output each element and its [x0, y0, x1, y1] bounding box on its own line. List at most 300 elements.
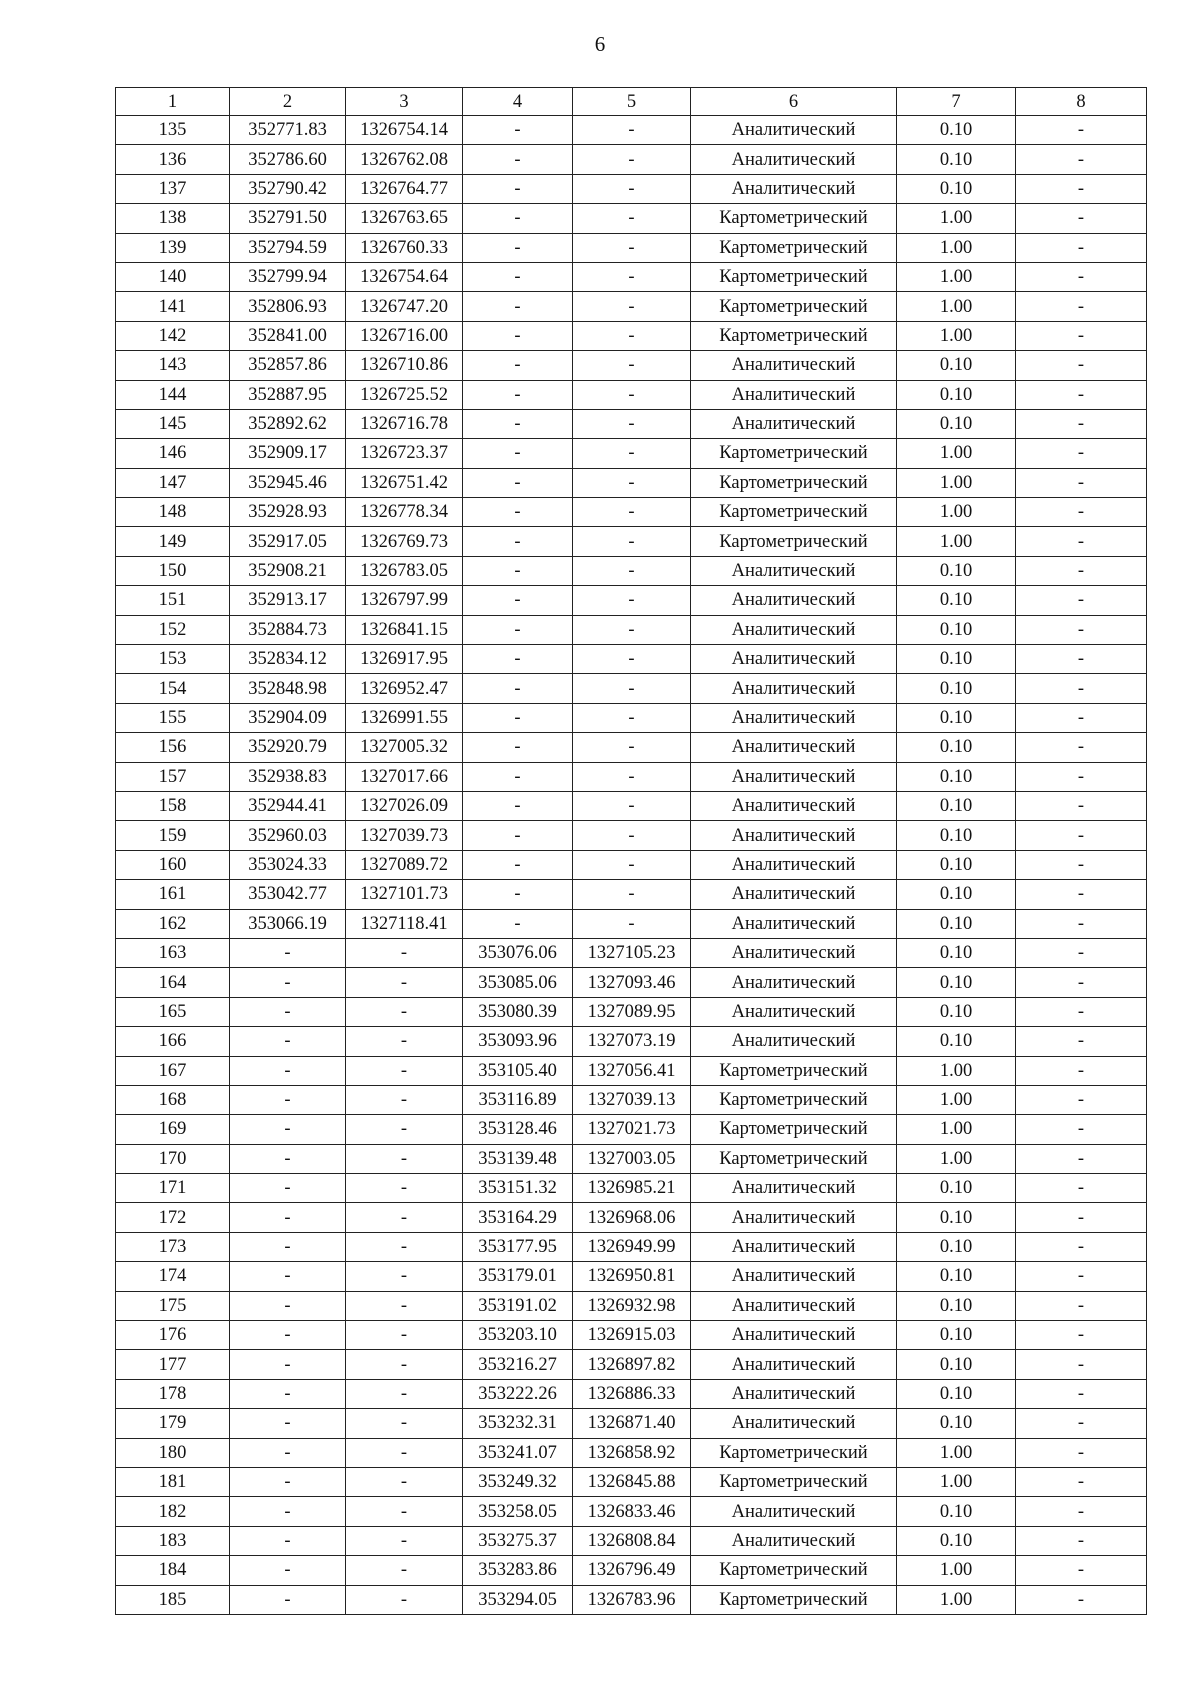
cell-x-existing: -: [230, 1232, 346, 1261]
cell-point-number: 160: [116, 850, 230, 879]
cell-description: -: [1016, 262, 1147, 291]
cell-precision: 1.00: [897, 1085, 1016, 1114]
table-row: [116, 1085, 1147, 1114]
cell-x-new: -: [463, 674, 573, 703]
table-row: [116, 733, 1147, 762]
cell-x-new: 353105.40: [463, 1056, 573, 1085]
cell-y-new: 1326968.06: [573, 1203, 691, 1232]
cell-precision: 1.00: [897, 468, 1016, 497]
cell-y-existing: -: [346, 1350, 463, 1379]
cell-description: -: [1016, 1321, 1147, 1350]
cell-point-number: 167: [116, 1056, 230, 1085]
cell-point-number: 159: [116, 821, 230, 850]
cell-y-existing: -: [346, 1556, 463, 1585]
cell-method: Аналитический: [691, 1526, 897, 1555]
cell-x-new: 353179.01: [463, 1262, 573, 1291]
cell-description: -: [1016, 674, 1147, 703]
cell-y-new: 1327093.46: [573, 968, 691, 997]
cell-y-new: -: [573, 615, 691, 644]
cell-x-new: 353222.26: [463, 1379, 573, 1408]
cell-point-number: 179: [116, 1409, 230, 1438]
cell-description: -: [1016, 1262, 1147, 1291]
cell-point-number: 138: [116, 204, 230, 233]
cell-x-existing: -: [230, 1379, 346, 1408]
cell-x-new: 353294.05: [463, 1585, 573, 1614]
cell-y-new: -: [573, 850, 691, 879]
cell-description: -: [1016, 116, 1147, 145]
cell-y-new: -: [573, 204, 691, 233]
table-row: [116, 409, 1147, 438]
cell-y-new: 1326845.88: [573, 1467, 691, 1496]
cell-x-new: -: [463, 262, 573, 291]
cell-method: Аналитический: [691, 703, 897, 732]
table-row: [116, 703, 1147, 732]
cell-precision: 0.10: [897, 762, 1016, 791]
cell-point-number: 161: [116, 880, 230, 909]
cell-point-number: 178: [116, 1379, 230, 1408]
cell-method: Аналитический: [691, 791, 897, 820]
cell-y-existing: 1326723.37: [346, 439, 463, 468]
cell-x-new: 353080.39: [463, 997, 573, 1026]
cell-x-new: 353258.05: [463, 1497, 573, 1526]
cell-precision: 0.10: [897, 409, 1016, 438]
cell-y-new: -: [573, 733, 691, 762]
cell-point-number: 157: [116, 762, 230, 791]
cell-method: Аналитический: [691, 880, 897, 909]
cell-point-number: 140: [116, 262, 230, 291]
cell-y-existing: 1326778.34: [346, 498, 463, 527]
cell-description: -: [1016, 145, 1147, 174]
cell-point-number: 176: [116, 1321, 230, 1350]
cell-description: -: [1016, 204, 1147, 233]
table-row: [116, 674, 1147, 703]
cell-description: -: [1016, 791, 1147, 820]
cell-precision: 1.00: [897, 233, 1016, 262]
cell-y-new: 1326949.99: [573, 1232, 691, 1261]
cell-y-existing: 1326747.20: [346, 292, 463, 321]
cell-method: Картометрический: [691, 1115, 897, 1144]
cell-y-existing: -: [346, 1174, 463, 1203]
cell-y-new: -: [573, 380, 691, 409]
cell-description: -: [1016, 762, 1147, 791]
cell-x-existing: -: [230, 1556, 346, 1585]
cell-description: -: [1016, 850, 1147, 879]
cell-method: Аналитический: [691, 1379, 897, 1408]
column-header-2: 2: [230, 88, 346, 116]
cell-y-new: -: [573, 468, 691, 497]
cell-method: Аналитический: [691, 615, 897, 644]
table-row: [116, 1467, 1147, 1496]
cell-method: Аналитический: [691, 968, 897, 997]
cell-y-new: 1326833.46: [573, 1497, 691, 1526]
table-row: [116, 1291, 1147, 1320]
cell-method: Аналитический: [691, 1232, 897, 1261]
cell-x-new: 353249.32: [463, 1467, 573, 1496]
cell-x-existing: 352884.73: [230, 615, 346, 644]
cell-x-existing: 352848.98: [230, 674, 346, 703]
cell-y-existing: 1326751.42: [346, 468, 463, 497]
cell-point-number: 155: [116, 703, 230, 732]
cell-y-existing: 1326716.00: [346, 321, 463, 350]
table-row: [116, 351, 1147, 380]
cell-x-existing: 352791.50: [230, 204, 346, 233]
cell-y-new: -: [573, 880, 691, 909]
cell-x-new: -: [463, 615, 573, 644]
cell-method: Аналитический: [691, 821, 897, 850]
cell-y-new: 1327021.73: [573, 1115, 691, 1144]
cell-x-existing: 352834.12: [230, 645, 346, 674]
cell-y-new: 1326796.49: [573, 1556, 691, 1585]
cell-description: -: [1016, 1203, 1147, 1232]
column-header-7: 7: [897, 88, 1016, 116]
table-row: [116, 1027, 1147, 1056]
cell-precision: 0.10: [897, 351, 1016, 380]
table-row: [116, 1585, 1147, 1614]
cell-method: Аналитический: [691, 909, 897, 938]
cell-x-new: 353191.02: [463, 1291, 573, 1320]
cell-precision: 0.10: [897, 1027, 1016, 1056]
cell-x-existing: -: [230, 1497, 346, 1526]
table-row: [116, 645, 1147, 674]
cell-point-number: 142: [116, 321, 230, 350]
cell-method: Картометрический: [691, 1056, 897, 1085]
cell-x-existing: 352806.93: [230, 292, 346, 321]
cell-y-existing: 1326710.86: [346, 351, 463, 380]
cell-y-existing: -: [346, 1085, 463, 1114]
cell-y-existing: 1326991.55: [346, 703, 463, 732]
cell-x-existing: -: [230, 968, 346, 997]
cell-y-existing: 1327089.72: [346, 850, 463, 879]
cell-x-existing: 352892.62: [230, 409, 346, 438]
column-header-1: 1: [116, 88, 230, 116]
cell-method: Картометрический: [691, 1144, 897, 1173]
cell-y-new: -: [573, 174, 691, 203]
cell-y-existing: 1327039.73: [346, 821, 463, 850]
cell-y-new: 1327089.95: [573, 997, 691, 1026]
cell-description: -: [1016, 703, 1147, 732]
cell-x-new: 353093.96: [463, 1027, 573, 1056]
cell-precision: 0.10: [897, 1526, 1016, 1555]
cell-x-new: -: [463, 116, 573, 145]
cell-point-number: 139: [116, 233, 230, 262]
cell-x-existing: 353042.77: [230, 880, 346, 909]
cell-precision: 0.10: [897, 850, 1016, 879]
table-row: [116, 262, 1147, 291]
column-header-8: 8: [1016, 88, 1147, 116]
cell-x-existing: -: [230, 997, 346, 1026]
cell-y-existing: 1326762.08: [346, 145, 463, 174]
cell-point-number: 173: [116, 1232, 230, 1261]
cell-point-number: 152: [116, 615, 230, 644]
table-row: [116, 204, 1147, 233]
table-row: [116, 439, 1147, 468]
cell-precision: 0.10: [897, 615, 1016, 644]
cell-point-number: 165: [116, 997, 230, 1026]
cell-description: -: [1016, 997, 1147, 1026]
cell-description: -: [1016, 1409, 1147, 1438]
cell-x-new: -: [463, 204, 573, 233]
cell-precision: 1.00: [897, 262, 1016, 291]
cell-x-new: -: [463, 409, 573, 438]
cell-y-new: 1326871.40: [573, 1409, 691, 1438]
cell-y-existing: -: [346, 1585, 463, 1614]
cell-method: Картометрический: [691, 498, 897, 527]
cell-point-number: 185: [116, 1585, 230, 1614]
cell-y-existing: -: [346, 1438, 463, 1467]
cell-description: -: [1016, 1556, 1147, 1585]
cell-y-new: 1326985.21: [573, 1174, 691, 1203]
table-row: [116, 1409, 1147, 1438]
cell-y-new: 1326897.82: [573, 1350, 691, 1379]
cell-precision: 1.00: [897, 1467, 1016, 1496]
cell-precision: 0.10: [897, 1409, 1016, 1438]
cell-y-new: -: [573, 703, 691, 732]
page-number: 6: [594, 32, 606, 56]
cell-precision: 1.00: [897, 1115, 1016, 1144]
cell-method: Аналитический: [691, 174, 897, 203]
cell-precision: 0.10: [897, 586, 1016, 615]
cell-x-new: 353177.95: [463, 1232, 573, 1261]
cell-y-existing: 1326952.47: [346, 674, 463, 703]
cell-description: -: [1016, 498, 1147, 527]
cell-x-new: -: [463, 645, 573, 674]
cell-description: -: [1016, 1144, 1147, 1173]
cell-precision: 0.10: [897, 1291, 1016, 1320]
cell-point-number: 174: [116, 1262, 230, 1291]
cell-y-new: -: [573, 233, 691, 262]
cell-precision: 0.10: [897, 645, 1016, 674]
cell-point-number: 147: [116, 468, 230, 497]
cell-precision: 1.00: [897, 439, 1016, 468]
cell-description: -: [1016, 409, 1147, 438]
cell-point-number: 171: [116, 1174, 230, 1203]
table-row: [116, 498, 1147, 527]
cell-y-new: 1327105.23: [573, 938, 691, 967]
cell-x-new: -: [463, 821, 573, 850]
cell-precision: 0.10: [897, 733, 1016, 762]
cell-description: -: [1016, 1291, 1147, 1320]
cell-description: -: [1016, 556, 1147, 585]
cell-method: Аналитический: [691, 1350, 897, 1379]
cell-description: -: [1016, 468, 1147, 497]
cell-method: Картометрический: [691, 468, 897, 497]
cell-y-new: 1327056.41: [573, 1056, 691, 1085]
cell-x-existing: 352771.83: [230, 116, 346, 145]
cell-point-number: 181: [116, 1467, 230, 1496]
cell-description: -: [1016, 1467, 1147, 1496]
table-row: [116, 1438, 1147, 1467]
cell-point-number: 141: [116, 292, 230, 321]
cell-x-existing: -: [230, 1409, 346, 1438]
cell-method: Аналитический: [691, 938, 897, 967]
cell-y-existing: 1327005.32: [346, 733, 463, 762]
cell-precision: 0.10: [897, 1321, 1016, 1350]
cell-x-new: -: [463, 439, 573, 468]
cell-y-existing: -: [346, 1144, 463, 1173]
column-header-6: 6: [691, 88, 897, 116]
cell-x-new: 353139.48: [463, 1144, 573, 1173]
table-header-row: [116, 88, 1147, 116]
table-row: [116, 1203, 1147, 1232]
cell-y-existing: -: [346, 1526, 463, 1555]
cell-x-existing: -: [230, 1056, 346, 1085]
cell-point-number: 135: [116, 116, 230, 145]
cell-method: Аналитический: [691, 1174, 897, 1203]
cell-y-existing: 1326760.33: [346, 233, 463, 262]
cell-description: -: [1016, 586, 1147, 615]
cell-x-new: -: [463, 880, 573, 909]
cell-point-number: 169: [116, 1115, 230, 1144]
cell-x-existing: -: [230, 1467, 346, 1496]
table-row: [116, 1144, 1147, 1173]
cell-y-new: -: [573, 145, 691, 174]
cell-point-number: 180: [116, 1438, 230, 1467]
table-row: [116, 468, 1147, 497]
cell-point-number: 166: [116, 1027, 230, 1056]
cell-method: Аналитический: [691, 1409, 897, 1438]
cell-y-existing: -: [346, 968, 463, 997]
cell-description: -: [1016, 615, 1147, 644]
cell-x-existing: -: [230, 1438, 346, 1467]
cell-y-new: -: [573, 556, 691, 585]
cell-y-existing: -: [346, 1467, 463, 1496]
cell-y-new: -: [573, 821, 691, 850]
cell-x-existing: -: [230, 1526, 346, 1555]
table-row: [116, 1115, 1147, 1144]
cell-point-number: 143: [116, 351, 230, 380]
cell-method: Аналитический: [691, 145, 897, 174]
cell-method: Аналитический: [691, 733, 897, 762]
cell-point-number: 172: [116, 1203, 230, 1232]
cell-y-new: -: [573, 791, 691, 820]
cell-x-existing: 352928.93: [230, 498, 346, 527]
cell-x-new: 353164.29: [463, 1203, 573, 1232]
cell-x-existing: -: [230, 1027, 346, 1056]
cell-description: -: [1016, 1379, 1147, 1408]
cell-method: Аналитический: [691, 556, 897, 585]
cell-x-existing: -: [230, 1144, 346, 1173]
cell-x-existing: 352913.17: [230, 586, 346, 615]
cell-y-existing: -: [346, 1497, 463, 1526]
column-header-5: 5: [573, 88, 691, 116]
cell-precision: 0.10: [897, 1350, 1016, 1379]
cell-point-number: 182: [116, 1497, 230, 1526]
cell-x-existing: -: [230, 1115, 346, 1144]
cell-precision: 0.10: [897, 1262, 1016, 1291]
cell-method: Картометрический: [691, 1085, 897, 1114]
cell-method: Аналитический: [691, 645, 897, 674]
cell-precision: 0.10: [897, 938, 1016, 967]
cell-x-new: 353151.32: [463, 1174, 573, 1203]
table-row: [116, 321, 1147, 350]
cell-precision: 1.00: [897, 1056, 1016, 1085]
cell-point-number: 168: [116, 1085, 230, 1114]
cell-description: -: [1016, 292, 1147, 321]
table-row: [116, 145, 1147, 174]
cell-precision: 1.00: [897, 1585, 1016, 1614]
cell-y-existing: 1326725.52: [346, 380, 463, 409]
cell-x-existing: 353024.33: [230, 850, 346, 879]
cell-y-new: 1327003.05: [573, 1144, 691, 1173]
cell-y-existing: 1327118.41: [346, 909, 463, 938]
cell-y-existing: -: [346, 1027, 463, 1056]
cell-description: -: [1016, 909, 1147, 938]
cell-point-number: 175: [116, 1291, 230, 1320]
cell-point-number: 154: [116, 674, 230, 703]
cell-x-new: -: [463, 762, 573, 791]
cell-y-existing: -: [346, 1379, 463, 1408]
cell-x-existing: -: [230, 1174, 346, 1203]
cell-x-new: -: [463, 145, 573, 174]
cell-y-new: 1326950.81: [573, 1262, 691, 1291]
table-row: [116, 1350, 1147, 1379]
cell-x-existing: 353066.19: [230, 909, 346, 938]
cell-y-existing: 1326769.73: [346, 527, 463, 556]
table-row: [116, 292, 1147, 321]
cell-method: Картометрический: [691, 1556, 897, 1585]
cell-precision: 1.00: [897, 292, 1016, 321]
table-row: [116, 586, 1147, 615]
cell-y-existing: 1326797.99: [346, 586, 463, 615]
cell-x-existing: 352794.59: [230, 233, 346, 262]
table-row: [116, 1379, 1147, 1408]
column-header-3: 3: [346, 88, 463, 116]
cell-y-existing: 1326754.64: [346, 262, 463, 291]
cell-y-new: -: [573, 527, 691, 556]
table-row: [116, 938, 1147, 967]
cell-description: -: [1016, 938, 1147, 967]
cell-precision: 0.10: [897, 880, 1016, 909]
cell-point-number: 148: [116, 498, 230, 527]
cell-description: -: [1016, 1232, 1147, 1261]
cell-x-new: 353275.37: [463, 1526, 573, 1555]
cell-y-new: -: [573, 586, 691, 615]
cell-description: -: [1016, 1350, 1147, 1379]
cell-x-new: -: [463, 468, 573, 497]
cell-x-existing: -: [230, 1350, 346, 1379]
cell-method: Аналитический: [691, 1321, 897, 1350]
cell-x-new: -: [463, 233, 573, 262]
cell-point-number: 162: [116, 909, 230, 938]
cell-method: Аналитический: [691, 380, 897, 409]
cell-point-number: 164: [116, 968, 230, 997]
table-row: [116, 380, 1147, 409]
cell-y-existing: 1326763.65: [346, 204, 463, 233]
cell-description: -: [1016, 733, 1147, 762]
cell-x-existing: 352908.21: [230, 556, 346, 585]
cell-precision: 0.10: [897, 821, 1016, 850]
cell-point-number: 136: [116, 145, 230, 174]
cell-x-new: 353232.31: [463, 1409, 573, 1438]
cell-method: Аналитический: [691, 1497, 897, 1526]
table-row: [116, 1526, 1147, 1555]
cell-y-existing: 1326783.05: [346, 556, 463, 585]
cell-point-number: 150: [116, 556, 230, 585]
cell-description: -: [1016, 880, 1147, 909]
cell-method: Аналитический: [691, 762, 897, 791]
cell-y-existing: -: [346, 1115, 463, 1144]
cell-precision: 1.00: [897, 204, 1016, 233]
cell-y-existing: 1327101.73: [346, 880, 463, 909]
cell-method: Картометрический: [691, 1438, 897, 1467]
cell-description: -: [1016, 1056, 1147, 1085]
cell-precision: 0.10: [897, 1379, 1016, 1408]
cell-precision: 0.10: [897, 116, 1016, 145]
cell-point-number: 153: [116, 645, 230, 674]
cell-precision: 0.10: [897, 997, 1016, 1026]
cell-y-new: -: [573, 909, 691, 938]
cell-y-existing: 1326716.78: [346, 409, 463, 438]
